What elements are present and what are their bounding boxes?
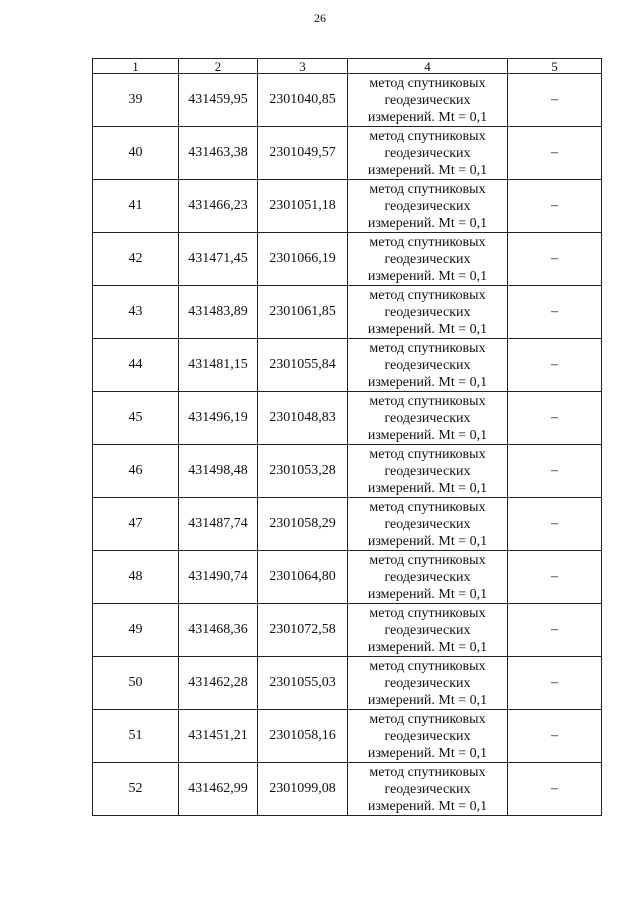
- method-text-line: геодезических: [384, 92, 471, 108]
- coordinates-table: [92, 58, 602, 816]
- column-header-number: 1: [93, 59, 179, 74]
- y-coordinate-cell: 2301099,08: [258, 763, 348, 816]
- table-row: [93, 498, 602, 551]
- method-cell: [348, 180, 508, 233]
- y-coordinate-cell: 2301049,57: [258, 127, 348, 180]
- precision-cell: –: [508, 339, 602, 392]
- point-number-cell: 46: [93, 445, 179, 498]
- y-coordinate-cell: 2301064,80: [258, 551, 348, 604]
- method-cell: [348, 604, 508, 657]
- method-text-line: метод спутниковых: [369, 128, 486, 144]
- method-text-line: геодезических: [384, 728, 471, 744]
- point-number-cell: 51: [93, 710, 179, 763]
- table-row: [93, 233, 602, 286]
- table-row: [93, 74, 602, 127]
- precision-cell: –: [508, 763, 602, 816]
- method-cell: [348, 445, 508, 498]
- method-text-line: геодезических: [384, 198, 471, 214]
- y-coordinate-cell: 2301055,84: [258, 339, 348, 392]
- column-header-x: 2: [179, 59, 258, 74]
- column-header-y: 3: [258, 59, 348, 74]
- method-text-line: метод спутниковых: [369, 181, 486, 197]
- x-coordinate-cell: 431487,74: [179, 498, 258, 551]
- point-number-cell: 48: [93, 551, 179, 604]
- method-text-line: метод спутниковых: [369, 446, 486, 462]
- y-coordinate-cell: 2301066,19: [258, 233, 348, 286]
- table-row: [93, 286, 602, 339]
- method-text-line: метод спутниковых: [369, 764, 486, 780]
- point-number-cell: 49: [93, 604, 179, 657]
- precision-cell: –: [508, 180, 602, 233]
- x-coordinate-cell: 431496,19: [179, 392, 258, 445]
- method-text-line: измерений. Mt = 0,1: [367, 692, 488, 708]
- point-number-cell: 44: [93, 339, 179, 392]
- precision-cell: –: [508, 657, 602, 710]
- x-coordinate-cell: 431451,21: [179, 710, 258, 763]
- precision-cell: –: [508, 604, 602, 657]
- method-cell: [348, 74, 508, 127]
- method-cell: [348, 657, 508, 710]
- point-number-cell: 40: [93, 127, 179, 180]
- method-text-line: геодезических: [384, 145, 471, 161]
- precision-cell: –: [508, 127, 602, 180]
- point-number-cell: 42: [93, 233, 179, 286]
- precision-cell: –: [508, 392, 602, 445]
- method-text-line: геодезических: [384, 357, 471, 373]
- method-cell: [348, 233, 508, 286]
- method-text-line: метод спутниковых: [369, 75, 486, 91]
- method-cell: [348, 392, 508, 445]
- y-coordinate-cell: 2301040,85: [258, 74, 348, 127]
- point-number-cell: 43: [93, 286, 179, 339]
- column-header-precision: 5: [508, 59, 602, 74]
- point-number-cell: 45: [93, 392, 179, 445]
- page-number: 26: [314, 11, 326, 25]
- y-coordinate-cell: 2301061,85: [258, 286, 348, 339]
- y-coordinate-cell: 2301072,58: [258, 604, 348, 657]
- point-number-cell: 41: [93, 180, 179, 233]
- method-text-line: геодезических: [384, 463, 471, 479]
- y-coordinate-cell: 2301051,18: [258, 180, 348, 233]
- method-text-line: измерений. Mt = 0,1: [367, 533, 488, 549]
- table-row: [93, 657, 602, 710]
- method-text-line: геодезических: [384, 410, 471, 426]
- table-header-row: [93, 59, 602, 74]
- x-coordinate-cell: 431498,48: [179, 445, 258, 498]
- method-text-line: измерений. Mt = 0,1: [367, 215, 488, 231]
- table-row: [93, 604, 602, 657]
- method-text-line: метод спутниковых: [369, 552, 486, 568]
- y-coordinate-cell: 2301055,03: [258, 657, 348, 710]
- method-text-line: измерений. Mt = 0,1: [367, 586, 488, 602]
- table-row: [93, 127, 602, 180]
- method-text-line: измерений. Mt = 0,1: [367, 480, 488, 496]
- method-cell: [348, 127, 508, 180]
- method-text-line: геодезических: [384, 675, 471, 691]
- method-text-line: метод спутниковых: [369, 234, 486, 250]
- method-text-line: измерений. Mt = 0,1: [367, 639, 488, 655]
- method-cell: [348, 498, 508, 551]
- method-text-line: измерений. Mt = 0,1: [367, 798, 488, 814]
- table-row: [93, 551, 602, 604]
- method-text-line: измерений. Mt = 0,1: [367, 745, 488, 761]
- x-coordinate-cell: 431468,36: [179, 604, 258, 657]
- method-text-line: измерений. Mt = 0,1: [367, 321, 488, 337]
- x-coordinate-cell: 431459,95: [179, 74, 258, 127]
- method-text-line: геодезических: [384, 622, 471, 638]
- method-text-line: геодезических: [384, 516, 471, 532]
- method-text-line: метод спутниковых: [369, 658, 486, 674]
- table-row: [93, 763, 602, 816]
- method-text-line: геодезических: [384, 569, 471, 585]
- x-coordinate-cell: 431462,28: [179, 657, 258, 710]
- y-coordinate-cell: 2301058,16: [258, 710, 348, 763]
- y-coordinate-cell: 2301058,29: [258, 498, 348, 551]
- method-text-line: метод спутниковых: [369, 340, 486, 356]
- precision-cell: –: [508, 233, 602, 286]
- table-row: [93, 392, 602, 445]
- x-coordinate-cell: 431490,74: [179, 551, 258, 604]
- point-number-cell: 47: [93, 498, 179, 551]
- method-text-line: метод спутниковых: [369, 605, 486, 621]
- table-row: [93, 710, 602, 763]
- method-text-line: измерений. Mt = 0,1: [367, 109, 488, 125]
- precision-cell: –: [508, 74, 602, 127]
- point-number-cell: 39: [93, 74, 179, 127]
- x-coordinate-cell: 431483,89: [179, 286, 258, 339]
- table-row: [93, 339, 602, 392]
- method-text-line: измерений. Mt = 0,1: [367, 162, 488, 178]
- table-row: [93, 445, 602, 498]
- method-cell: [348, 763, 508, 816]
- point-number-cell: 52: [93, 763, 179, 816]
- x-coordinate-cell: 431463,38: [179, 127, 258, 180]
- method-cell: [348, 551, 508, 604]
- method-text-line: метод спутниковых: [369, 499, 486, 515]
- method-text-line: измерений. Mt = 0,1: [367, 427, 488, 443]
- method-text-line: метод спутниковых: [369, 393, 486, 409]
- x-coordinate-cell: 431462,99: [179, 763, 258, 816]
- x-coordinate-cell: 431466,23: [179, 180, 258, 233]
- y-coordinate-cell: 2301048,83: [258, 392, 348, 445]
- method-cell: [348, 710, 508, 763]
- table-row: [93, 180, 602, 233]
- x-coordinate-cell: 431481,15: [179, 339, 258, 392]
- precision-cell: –: [508, 286, 602, 339]
- method-text-line: геодезических: [384, 781, 471, 797]
- method-cell: [348, 339, 508, 392]
- precision-cell: –: [508, 445, 602, 498]
- method-text-line: геодезических: [384, 251, 471, 267]
- method-text-line: метод спутниковых: [369, 711, 486, 727]
- x-coordinate-cell: 431471,45: [179, 233, 258, 286]
- point-number-cell: 50: [93, 657, 179, 710]
- method-text-line: измерений. Mt = 0,1: [367, 268, 488, 284]
- method-text-line: измерений. Mt = 0,1: [367, 374, 488, 390]
- y-coordinate-cell: 2301053,28: [258, 445, 348, 498]
- column-header-method: 4: [348, 59, 508, 74]
- precision-cell: –: [508, 551, 602, 604]
- method-text-line: геодезических: [384, 304, 471, 320]
- method-text-line: метод спутниковых: [369, 287, 486, 303]
- method-cell: [348, 286, 508, 339]
- precision-cell: –: [508, 710, 602, 763]
- table-body: [93, 74, 602, 816]
- precision-cell: –: [508, 498, 602, 551]
